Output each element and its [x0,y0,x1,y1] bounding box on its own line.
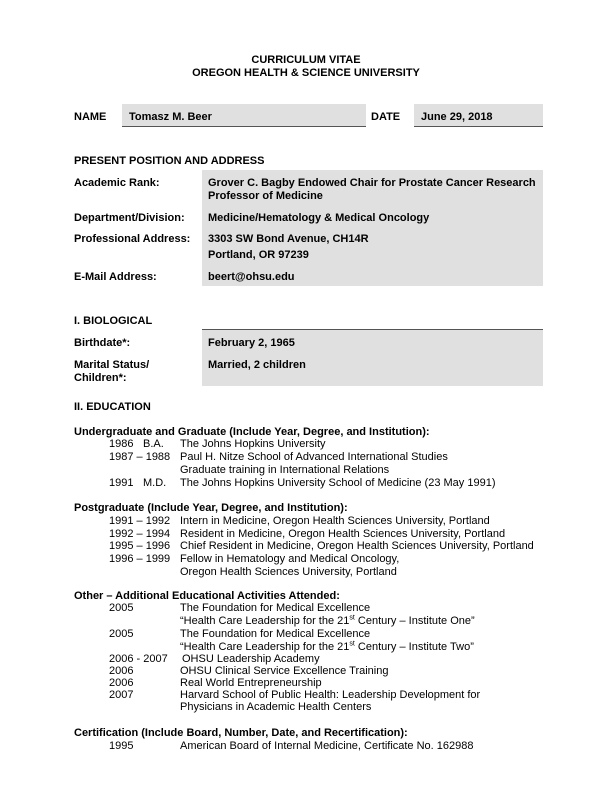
name-field-underline [122,126,366,127]
undergrad-degree: B.A. [143,438,164,450]
activity-text: Physicians in Academic Health Centers [180,701,372,713]
other-activities-heading: Other – Additional Educational Activities Attended: [74,590,340,602]
date-value: June 29, 2018 [421,111,493,123]
activity-year: 2006 [109,677,134,689]
activity-text: Real World Entrepreneurship [180,677,322,689]
undergrad-year: 1986 [109,438,134,450]
postgrad-year: 1996 – 1999 [109,553,171,565]
date-field-underline [414,126,543,127]
department-value: Medicine/Hematology & Medical Oncology [208,212,430,224]
birthdate-label: Birthdate*: [74,337,131,349]
activity-text: OHSU Clinical Service Excellence Training [180,665,389,677]
activity-text: Harvard School of Public Health: Leadership Development for [180,689,481,701]
education-heading: II. EDUCATION [74,401,151,413]
postgrad-text: Fellow in Hematology and Medical Oncology, [180,553,400,565]
activity-text: OHSU Leadership Academy [182,653,320,665]
email-label: E-Mail Address: [74,271,157,283]
undergrad-text: Graduate training in International Relations [180,464,390,476]
activity-year: 2006 [109,665,134,677]
activity-text: The Foundation for Medical Excellence [180,602,371,614]
activity-year: 2005 [109,628,134,640]
biological-heading: I. BIOLOGICAL [74,315,153,327]
activity-text: “Health Care Leadership for the 21st Century – Institute One” [180,614,475,627]
children-label: Children*: [74,372,127,384]
activity-year: 2007 [109,689,134,701]
certification-year: 1995 [109,740,134,752]
date-label: DATE [371,111,401,123]
professional-address-label: Professional Address: [74,233,191,245]
postgrad-year: 1992 – 1994 [109,528,171,540]
department-label: Department/Division: [74,212,185,224]
marital-status-label: Marital Status/ [74,359,150,371]
document-title: CURRICULUM VITAE [251,54,361,66]
name-label: NAME [74,111,107,123]
postgrad-text: Chief Resident in Medicine, Oregon Health Sciences University, Portland [180,540,534,552]
present-position-heading: PRESENT POSITION AND ADDRESS [74,155,265,167]
name-value: Tomasz M. Beer [129,111,212,123]
activity-year: 2005 [109,602,134,614]
undergrad-year: 1987 – 1988 [109,451,171,463]
postgrad-year: 1995 – 1996 [109,540,171,552]
academic-rank-label: Academic Rank: [74,177,160,189]
address-line1: 3303 SW Bond Avenue, CH14R [208,233,369,245]
academic-rank-line2: Professor of Medicine [208,190,323,202]
certification-text: American Board of Internal Medicine, Certificate No. 162988 [180,740,474,752]
postgrad-text: Intern in Medicine, Oregon Health Sciences University, Portland [180,515,490,527]
undergrad-degree: M.D. [143,477,167,489]
address-line2: Portland, OR 97239 [208,249,309,261]
academic-rank-line1: Grover C. Bagby Endowed Chair for Prostate Cancer Research [208,177,536,189]
email-value: beert@ohsu.edu [208,271,295,283]
certification-heading: Certification (Include Board, Number, Date, and Recertification): [74,727,408,739]
activity-text: “Health Care Leadership for the 21st Century – Institute Two” [180,640,474,653]
undergrad-text: Paul H. Nitze School of Advanced International Studies [180,451,448,463]
undergrad-year: 1991 [109,477,134,489]
undergrad-text: The Johns Hopkins University [180,438,326,450]
postgrad-heading: Postgraduate (Include Year, Degree, and Institution): [74,502,348,514]
activity-year: 2006 - 2007 [109,653,168,665]
postgrad-text: Oregon Health Sciences University, Portland [180,566,397,578]
postgrad-text: Resident in Medicine, Oregon Health Sciences University, Portland [180,528,506,540]
institution-title: OREGON HEALTH & SCIENCE UNIVERSITY [192,67,420,79]
birthdate-value: February 2, 1965 [208,337,295,349]
undergrad-text: The Johns Hopkins University School of Medicine (23 May 1991) [180,477,496,489]
marital-status-value: Married, 2 children [208,359,306,371]
postgrad-year: 1991 – 1992 [109,515,171,527]
activity-text: The Foundation for Medical Excellence [180,628,371,640]
undergrad-heading: Undergraduate and Graduate (Include Year, Degree, and Institution): [74,426,430,438]
